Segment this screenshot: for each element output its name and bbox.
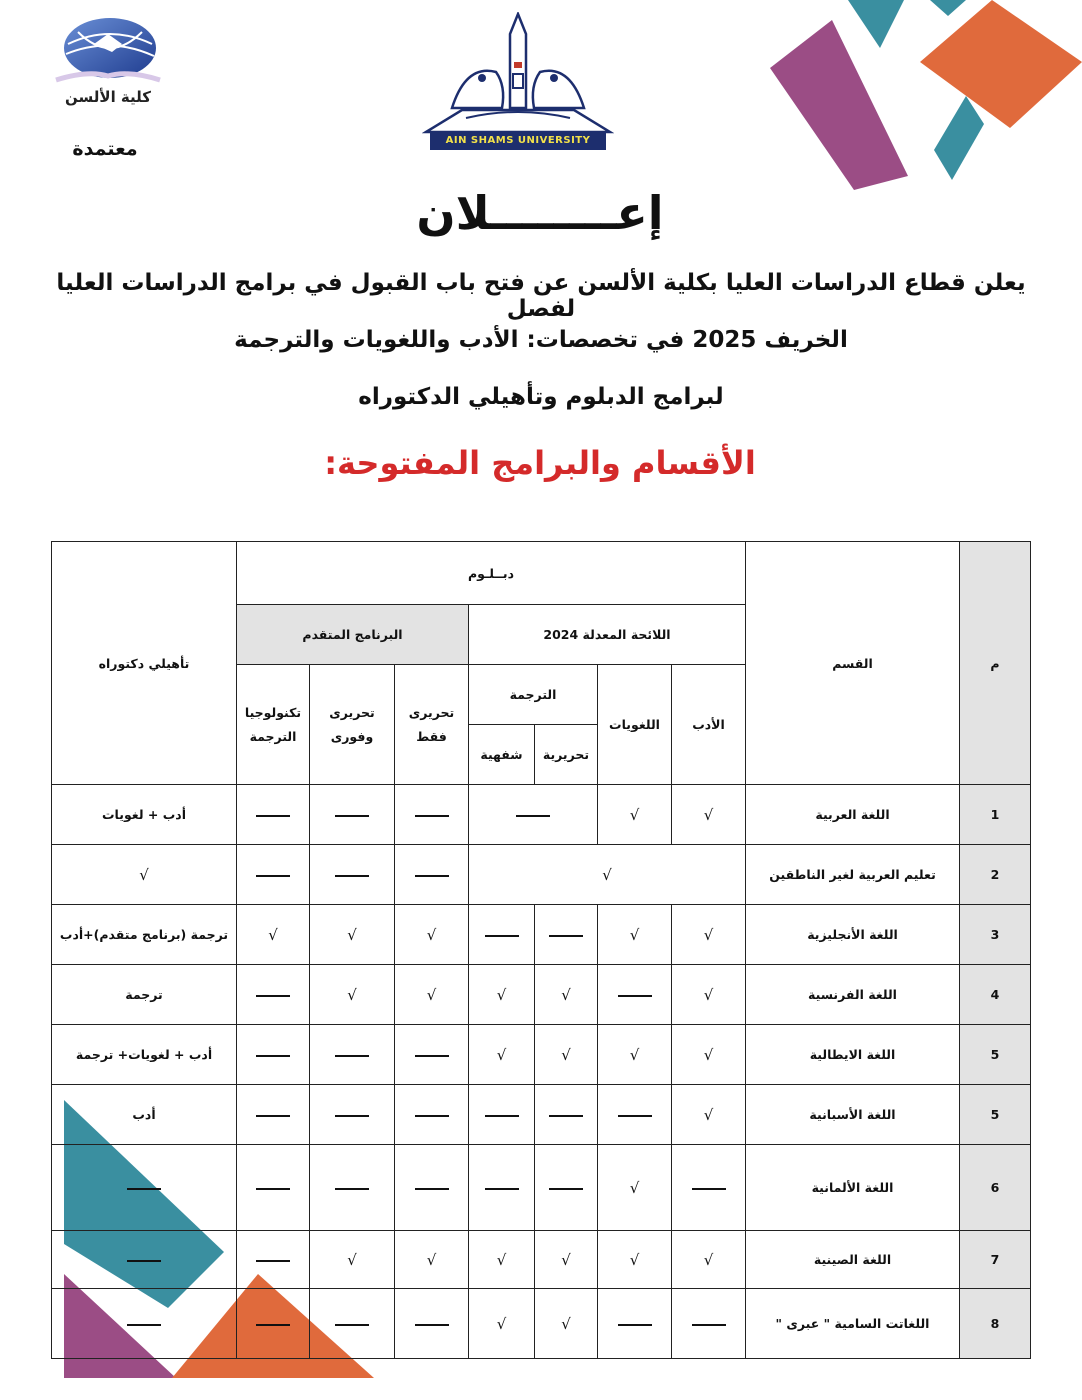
cell-text: أدب + لغويات+ ترجمة (75, 1047, 213, 1062)
row-written-simultaneous-cell (310, 785, 395, 845)
announcement-line-3: لبرامج الدبلوم وتأهيلي الدكتوراه (358, 384, 724, 410)
cell-text: تعليم العربية لغير الناطقين (769, 867, 936, 882)
row-translation-cell (469, 785, 598, 845)
cell-text: أدب (132, 1107, 156, 1122)
header-phd-qualifying: تأهيلي دكتوراه (52, 542, 237, 785)
row-translation-tech-cell (237, 1145, 310, 1231)
row-linguistics-cell (598, 1231, 672, 1289)
check-mark: √ (703, 925, 714, 944)
dash-mark (618, 1115, 652, 1117)
row-phd-cell (52, 1289, 237, 1359)
row-translation-tech-cell (237, 1085, 310, 1145)
globe-logo-icon (48, 14, 168, 94)
row-written-simultaneous-cell (310, 1289, 395, 1359)
accredited-label: معتمدة (72, 138, 138, 160)
row-linguistics-cell (598, 1145, 672, 1231)
row-written-cell (535, 1145, 598, 1231)
row-num-cell (960, 1145, 1031, 1231)
row-oral-cell (469, 1025, 535, 1085)
university-logo-text: AIN SHAMS UNIVERSITY (430, 132, 606, 150)
row-linguistics-cell (598, 1289, 672, 1359)
row-regulation-merged-cell (469, 845, 746, 905)
row-department-cell (746, 965, 960, 1025)
cell-text: 2 (990, 867, 1000, 882)
dash-mark (335, 1055, 369, 1057)
dash-mark (415, 875, 449, 877)
cell-text: اللغة الصينية (813, 1252, 892, 1267)
row-written-simultaneous-cell (310, 1085, 395, 1145)
row-phd-cell (52, 905, 237, 965)
check-mark: √ (561, 1250, 571, 1269)
check-mark: √ (703, 985, 714, 1004)
row-phd-cell (52, 845, 237, 905)
row-oral-cell (469, 1145, 535, 1231)
dash-mark (256, 815, 290, 817)
check-mark: √ (139, 865, 149, 884)
row-num-cell (960, 1289, 1031, 1359)
row-written-only-cell (395, 965, 469, 1025)
cell-text: 5 (990, 1047, 1000, 1062)
row-written-only-cell (395, 1025, 469, 1085)
teal-triangle-shape (848, 0, 904, 48)
check-mark: √ (426, 925, 437, 944)
table-row (52, 845, 1031, 905)
check-mark: √ (629, 1178, 640, 1197)
check-mark: √ (629, 805, 640, 824)
row-written-cell (535, 1025, 598, 1085)
row-linguistics-cell (598, 905, 672, 965)
row-literature-cell (672, 1231, 746, 1289)
row-num-cell (960, 1085, 1031, 1145)
cell-text: اللغة الايطالية (809, 1047, 896, 1062)
teal-small-shape (930, 0, 966, 16)
table-row (52, 905, 1031, 965)
row-linguistics-cell (598, 785, 672, 845)
check-mark: √ (703, 1250, 714, 1269)
obelisk-emblem-icon (422, 12, 614, 134)
header-department: القسم (746, 542, 960, 785)
table-row (52, 1025, 1031, 1085)
check-mark: √ (703, 1105, 714, 1124)
check-mark: √ (629, 925, 640, 944)
row-translation-tech-cell (237, 905, 310, 965)
check-mark: √ (602, 865, 612, 884)
cell-text: 1 (990, 807, 1000, 822)
row-translation-tech-cell (237, 1289, 310, 1359)
faculty-logo-text: كلية الألسن (65, 88, 151, 106)
row-translation-tech-cell (237, 845, 310, 905)
dash-mark (485, 935, 519, 937)
row-phd-cell (52, 1025, 237, 1085)
dash-mark (256, 1115, 290, 1117)
cell-text: اللغة الأنجليزية (807, 927, 898, 942)
dash-mark (692, 1188, 726, 1190)
row-literature-cell (672, 1085, 746, 1145)
row-translation-tech-cell (237, 965, 310, 1025)
header-oral: شفهية (469, 725, 535, 785)
check-mark: √ (629, 1045, 640, 1064)
dash-mark (127, 1188, 161, 1190)
row-written-simultaneous-cell (310, 1025, 395, 1085)
check-mark: √ (561, 985, 571, 1004)
dash-mark (618, 995, 652, 997)
decorative-shapes-top (770, 0, 1082, 190)
dash-mark (485, 1188, 519, 1190)
dash-mark (256, 1055, 290, 1057)
row-num-cell (960, 965, 1031, 1025)
table-row (52, 965, 1031, 1025)
row-num-cell (960, 1025, 1031, 1085)
orange-diamond-shape (920, 0, 1082, 128)
dash-mark (256, 1188, 290, 1190)
check-mark: √ (426, 985, 437, 1004)
check-mark: √ (347, 1250, 357, 1269)
row-department-cell (746, 1145, 960, 1231)
row-department-cell (746, 905, 960, 965)
dash-mark (549, 1188, 583, 1190)
header-written-simultaneous: تحريرى وفورى (310, 665, 395, 785)
dash-mark (256, 1324, 290, 1326)
cell-text: اللغة الفرنسية (808, 987, 897, 1002)
table-row (52, 1289, 1031, 1359)
cell-text: ترجمة (برنامج متقدم)+أدب (59, 927, 229, 942)
row-written-only-cell (395, 905, 469, 965)
row-written-simultaneous-cell (310, 1145, 395, 1231)
row-literature-cell (672, 1025, 746, 1085)
row-phd-cell (52, 1231, 237, 1289)
row-written-cell (535, 1085, 598, 1145)
dash-mark (618, 1324, 652, 1326)
dash-mark (335, 875, 369, 877)
dash-mark (415, 1115, 449, 1117)
table-row (52, 785, 1031, 845)
header-regulation-2024: اللائحة المعدلة 2024 (469, 605, 746, 665)
dash-mark (127, 1260, 161, 1262)
dash-mark (415, 1324, 449, 1326)
check-mark: √ (629, 1250, 640, 1269)
header-literature: الأدب (672, 665, 746, 785)
cell-text: اللغاتت السامية " عبرى " (775, 1316, 930, 1331)
row-written-only-cell (395, 785, 469, 845)
announcement-title: إعــــــــلان (416, 186, 664, 240)
header-written: تحريرية (535, 725, 598, 785)
dash-mark (335, 1188, 369, 1190)
dash-mark (415, 815, 449, 817)
cell-text: أدب + لغويات (102, 807, 186, 822)
cell-text: 4 (990, 987, 1000, 1002)
row-oral-cell (469, 1085, 535, 1145)
row-phd-cell (52, 965, 237, 1025)
check-mark: √ (347, 985, 357, 1004)
cell-text: 6 (990, 1180, 1000, 1195)
row-translation-tech-cell (237, 785, 310, 845)
row-translation-tech-cell (237, 1025, 310, 1085)
row-written-cell (535, 965, 598, 1025)
purple-diamond-shape (770, 20, 908, 190)
programs-table (51, 541, 1031, 1359)
cell-text: اللغة العربية (815, 807, 890, 822)
faculty-of-alsun-logo (48, 14, 168, 114)
dash-mark (127, 1324, 161, 1326)
row-written-only-cell (395, 1145, 469, 1231)
dash-mark (256, 995, 290, 997)
check-mark: √ (347, 925, 357, 944)
dash-mark (516, 815, 550, 817)
header-linguistics: اللغويات (598, 665, 672, 785)
dash-mark (335, 815, 369, 817)
header-advanced-program: البرنامج المتقدم (237, 605, 469, 665)
dash-mark (549, 935, 583, 937)
header-written-only: تحريرى فقط (395, 665, 469, 785)
dash-mark (256, 875, 290, 877)
table-row (52, 1085, 1031, 1145)
announcement-line-1: يعلن قطاع الدراسات العليا بكلية الألسن عن فتح باب القبول في برامج الدراسات العليا لفصل (56, 270, 1026, 322)
row-written-only-cell (395, 1231, 469, 1289)
row-written-only-cell (395, 845, 469, 905)
dash-mark (335, 1324, 369, 1326)
row-linguistics-cell (598, 1025, 672, 1085)
ain-shams-university-logo (422, 12, 614, 152)
row-translation-tech-cell (237, 1231, 310, 1289)
header-num: م (960, 542, 1031, 785)
dash-mark (485, 1115, 519, 1117)
cell-text: 3 (990, 927, 1000, 942)
row-literature-cell (672, 1289, 746, 1359)
row-written-simultaneous-cell (310, 1231, 395, 1289)
row-department-cell (746, 1231, 960, 1289)
row-written-cell (535, 905, 598, 965)
open-programs-heading: الأقسام والبرامج المفتوحة: (324, 444, 756, 482)
cell-text: 7 (990, 1252, 1000, 1267)
check-mark: √ (426, 1250, 437, 1269)
check-mark: √ (496, 985, 507, 1004)
row-department-cell (746, 1025, 960, 1085)
teal-diamond-shape (934, 96, 984, 180)
row-written-cell (535, 1289, 598, 1359)
row-department-cell (746, 845, 960, 905)
row-written-simultaneous-cell (310, 965, 395, 1025)
check-mark: √ (496, 1314, 507, 1333)
cell-text: 8 (990, 1316, 1000, 1331)
row-written-only-cell (395, 1085, 469, 1145)
row-oral-cell (469, 1231, 535, 1289)
row-literature-cell (672, 905, 746, 965)
row-department-cell (746, 785, 960, 845)
row-num-cell (960, 905, 1031, 965)
row-department-cell (746, 1289, 960, 1359)
table-row (52, 1145, 1031, 1231)
announcement-line-2: الخريف 2025 في تخصصات: الأدب واللغويات والترجمة (234, 327, 848, 353)
cell-text: اللغة الأسبانية (809, 1107, 896, 1122)
table-row (52, 1231, 1031, 1289)
dash-mark (415, 1055, 449, 1057)
dash-mark (335, 1115, 369, 1117)
row-phd-cell (52, 785, 237, 845)
cell-text: 5 (990, 1107, 1000, 1122)
row-written-cell (535, 1231, 598, 1289)
check-mark: √ (268, 925, 278, 944)
check-mark: √ (703, 805, 714, 824)
dash-mark (256, 1260, 290, 1262)
header-translation-tech: تكنولوجيا الترجمة (237, 665, 310, 785)
check-mark: √ (496, 1250, 507, 1269)
row-num-cell (960, 785, 1031, 845)
row-num-cell (960, 1231, 1031, 1289)
row-linguistics-cell (598, 965, 672, 1025)
row-oral-cell (469, 1289, 535, 1359)
row-oral-cell (469, 965, 535, 1025)
dash-mark (415, 1188, 449, 1190)
row-literature-cell (672, 785, 746, 845)
header-translation: الترجمة (469, 665, 598, 725)
dash-mark (549, 1115, 583, 1117)
row-phd-cell (52, 1085, 237, 1145)
check-mark: √ (561, 1314, 571, 1333)
row-department-cell (746, 1085, 960, 1145)
cell-text: اللغة الألمانية (811, 1180, 894, 1195)
row-literature-cell (672, 965, 746, 1025)
row-written-simultaneous-cell (310, 845, 395, 905)
row-written-simultaneous-cell (310, 905, 395, 965)
check-mark: √ (703, 1045, 714, 1064)
row-phd-cell (52, 1145, 237, 1231)
check-mark: √ (561, 1045, 571, 1064)
dash-mark (692, 1324, 726, 1326)
header-diploma: دبــلـوم (237, 542, 746, 605)
row-written-only-cell (395, 1289, 469, 1359)
cell-text: ترجمة (125, 987, 163, 1002)
row-num-cell (960, 845, 1031, 905)
check-mark: √ (496, 1045, 507, 1064)
row-oral-cell (469, 905, 535, 965)
row-linguistics-cell (598, 1085, 672, 1145)
row-literature-cell (672, 1145, 746, 1231)
